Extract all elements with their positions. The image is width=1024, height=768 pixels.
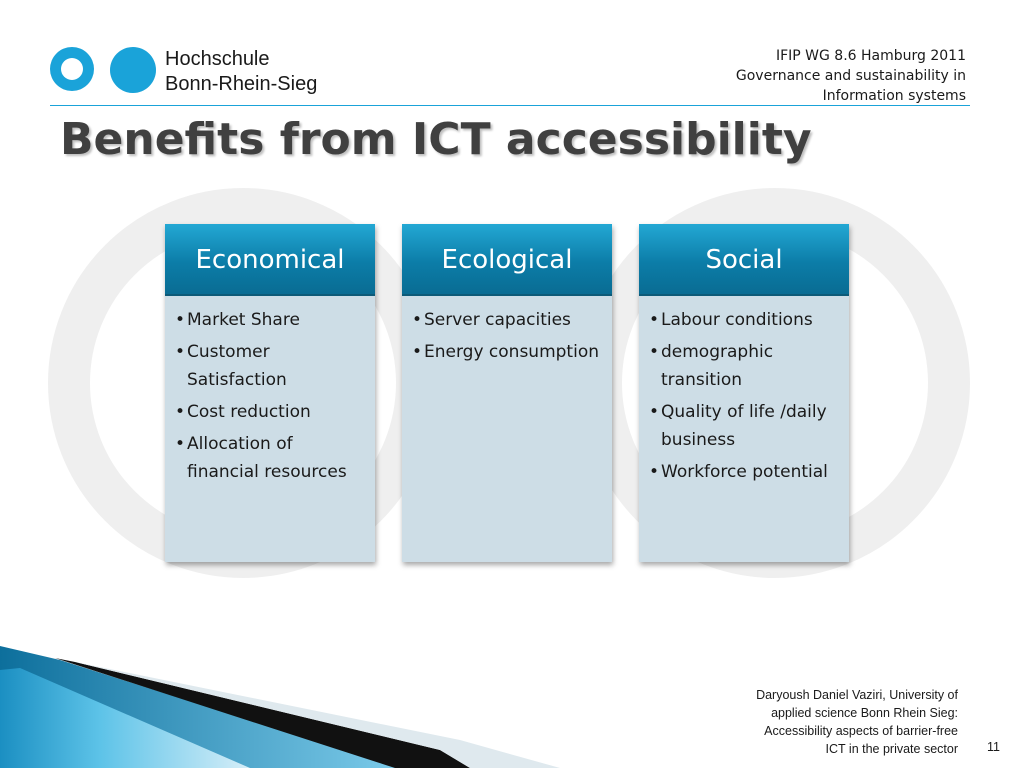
list-item: • Labour conditions (649, 306, 841, 334)
bullet-list (649, 306, 841, 486)
column-header: Social (639, 224, 849, 296)
conference-line-3: Information systems (822, 88, 966, 104)
conference-line-1: IFIP WG 8.6 Hamburg 2011 (775, 48, 966, 64)
footer-line-1: Daryoush Daniel Vaziri, University of (756, 688, 958, 702)
footer-citation (756, 686, 958, 758)
column-body (639, 296, 849, 562)
logo-line-2: Bonn-Rhein-Sieg (165, 73, 318, 95)
list-item: • Market Share (175, 306, 367, 334)
column-economical (165, 224, 375, 562)
footer-line-2: applied science Bonn Rhein Sieg: (771, 706, 958, 720)
list-item: • Server capacities (412, 306, 604, 334)
logo-line-1: Hochschule (165, 48, 270, 70)
column-social (639, 224, 849, 562)
logo-disc-icon (110, 47, 156, 93)
list-item: • Quality of life /daily business (649, 398, 841, 454)
column-ecological (402, 224, 612, 562)
list-item: • Energy consumption (412, 338, 604, 366)
bullet-list (175, 306, 367, 486)
column-body (402, 296, 612, 562)
slide-title: Benefits from ICT accessibility (60, 114, 812, 165)
page-number: 11 (987, 740, 1000, 754)
logo-ring-icon (50, 47, 94, 91)
column-header: Ecological (402, 224, 612, 296)
list-item: • Workforce potential (649, 458, 841, 486)
conference-line-2: Governance and sustainability in (735, 68, 966, 84)
footer-line-4: ICT in the private sector (825, 742, 958, 756)
list-item: • Allocation of financial resources (175, 430, 367, 486)
list-item: • Customer Satisfaction (175, 338, 367, 394)
logo-text (165, 47, 317, 97)
column-body (165, 296, 375, 562)
header-divider (50, 105, 970, 106)
list-item: • demographic transition (649, 338, 841, 394)
column-header: Economical (165, 224, 375, 296)
list-item: • Cost reduction (175, 398, 367, 426)
footer-line-3: Accessibility aspects of barrier-free (764, 724, 958, 738)
conference-info (736, 46, 966, 106)
bullet-list (412, 306, 604, 366)
